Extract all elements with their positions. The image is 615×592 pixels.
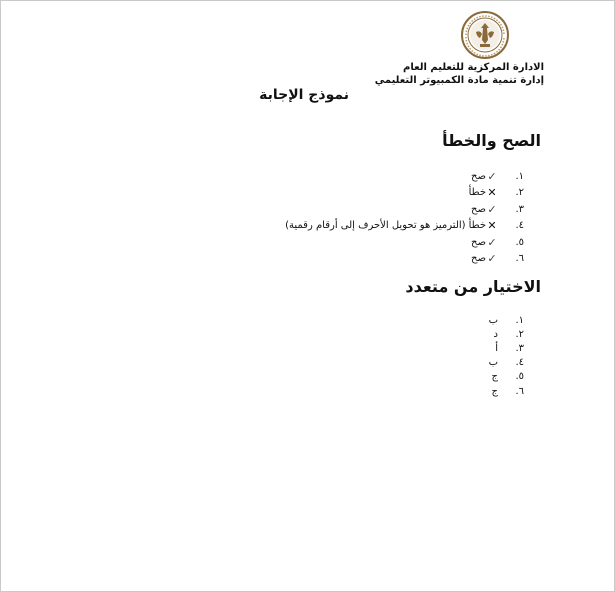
item-note: (الترميز هو تحويل الأحرف إلى أرقام رقمية) bbox=[285, 220, 466, 232]
check-icon: ✓ bbox=[487, 169, 497, 183]
cross-icon: ✕ bbox=[487, 186, 497, 200]
list-item: ٦. ✓ صح bbox=[471, 252, 524, 266]
answer-value: ج bbox=[491, 371, 498, 383]
ministry-logo-icon bbox=[460, 10, 510, 60]
list-item: ٢. د bbox=[493, 328, 524, 340]
list-item: ٤. ب bbox=[488, 357, 524, 369]
answer-value: د bbox=[493, 328, 498, 340]
multiple-choice-heading: الاختيار من متعدد bbox=[405, 277, 541, 296]
list-item: ٦. ج bbox=[491, 385, 524, 397]
organization-header bbox=[375, 61, 544, 87]
true-false-heading: الصح والخطأ bbox=[442, 131, 541, 150]
list-item: ٣. ✓ صح bbox=[471, 202, 524, 216]
check-icon: ✓ bbox=[487, 202, 497, 216]
list-item: ١. ب bbox=[488, 314, 524, 326]
org-line-1: الادارة المركزية للتعليم العام bbox=[403, 62, 544, 73]
answer-value: أ bbox=[495, 342, 498, 354]
list-item: ١. ✓ صح bbox=[471, 169, 524, 183]
true-false-list bbox=[285, 168, 524, 267]
check-icon: ✓ bbox=[487, 235, 497, 249]
page-title: نموذج الإجابة bbox=[259, 87, 349, 103]
answer-value: ج bbox=[491, 385, 498, 397]
list-item: ٢. ✕ خطأ bbox=[468, 186, 524, 200]
answer-value: ب bbox=[488, 314, 498, 326]
multiple-choice-list bbox=[489, 313, 524, 398]
list-item: ٤. ✕ خطأ (الترميز هو تحويل الأحرف إلى أرقام رقمية) bbox=[285, 219, 524, 233]
cross-icon: ✕ bbox=[487, 219, 497, 233]
list-item: ٥. ✓ صح bbox=[471, 235, 524, 249]
org-line-2: إدارة تنمية مادة الكمبيوتر التعليمي bbox=[374, 75, 544, 86]
check-icon: ✓ bbox=[487, 252, 497, 266]
list-item: ٥. ج bbox=[491, 371, 524, 383]
answer-value: ب bbox=[488, 357, 498, 369]
list-item: ٣. أ bbox=[495, 342, 524, 354]
